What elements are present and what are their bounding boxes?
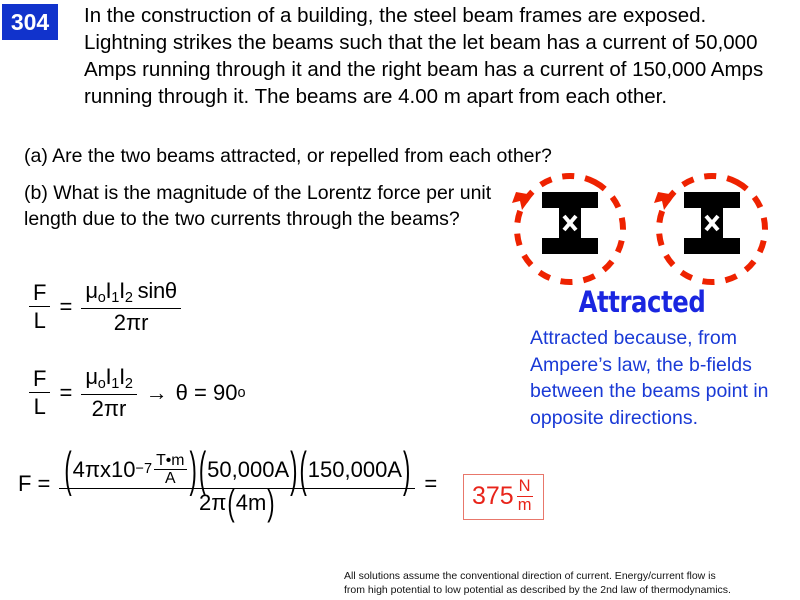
eq2-rhs-denominator: 2πr xyxy=(91,395,127,421)
equation-3 xyxy=(18,441,443,524)
final-answer-box xyxy=(463,474,544,520)
eq3-paren-left-2: ( xyxy=(198,441,207,498)
equation-1 xyxy=(26,278,184,335)
eq3-paren-right-4: ) xyxy=(267,481,275,524)
eq2-mu-sub: o xyxy=(97,376,106,393)
eq1-i2: I xyxy=(119,278,125,303)
eq1-lhs-denominator: L xyxy=(33,308,46,334)
footer-disclaimer xyxy=(344,570,796,597)
eq3-mu0-unit-denominator: A xyxy=(165,470,176,488)
eq1-sin-theta: sinθ xyxy=(137,278,177,303)
eq2-lhs-numerator: F xyxy=(29,366,50,393)
eq1-mu-sub: o xyxy=(97,290,106,307)
left-field-arrow-icon xyxy=(512,192,533,210)
eq1-rhs-numerator xyxy=(81,278,181,309)
eq3-equals-1: = xyxy=(37,470,51,496)
eq2-lhs-fraction xyxy=(29,366,50,420)
eq1-i1: I xyxy=(105,278,112,303)
eq1-rhs-fraction xyxy=(81,278,181,335)
problem-number-badge: 304 xyxy=(2,4,58,40)
eq3-paren-right-1: ) xyxy=(189,441,197,498)
eq3-numerator xyxy=(59,441,415,498)
eq1-i1-sub: 1 xyxy=(111,290,120,307)
eq3-permeability-term xyxy=(63,441,198,498)
eq2-arrow-icon: → xyxy=(145,379,168,405)
eq2-equals: = xyxy=(59,379,73,405)
eq3-mu0-units xyxy=(154,452,186,487)
left-beam-group xyxy=(498,172,641,292)
eq3-equals-2: = xyxy=(424,470,438,496)
eq2-degree-symbol: o xyxy=(237,384,246,401)
eq2-i1: I xyxy=(105,364,112,389)
eq3-distance: 4m xyxy=(235,490,267,516)
eq2-i2-sub: 2 xyxy=(124,376,133,393)
eq3-lhs: F xyxy=(18,470,32,496)
eq3-current2-term xyxy=(298,441,411,498)
eq1-mu: μ xyxy=(85,278,98,303)
problem-statement: In the construction of a building, the steel beam frames are exposed. Lightning strikes the beams such that the let beam has a current of 50,000 Amps running through it and the right beam has a current of 150,000 Amps running through it. The beams are 4.00 m apart from each other. xyxy=(84,4,764,108)
footer-line-2: from high potential to low potential as described by the 2nd law of thermodynamics. xyxy=(344,583,731,596)
eq1-lhs-numerator: F xyxy=(29,280,50,307)
explanation-text: Attracted because, from Ampere’s law, the b-fields between the beams point in opposite directions. xyxy=(530,327,769,429)
eq2-mu: μ xyxy=(85,364,98,389)
eq3-paren-left-4: ( xyxy=(227,481,235,524)
eq3-paren-left-3: ( xyxy=(299,441,307,498)
final-answer-unit-denominator: m xyxy=(517,495,532,514)
answer-word-attracted: Attracted xyxy=(578,285,706,319)
eq1-lhs-fraction xyxy=(29,280,50,334)
eq3-distance-term xyxy=(226,481,275,524)
right-field-arrow-icon xyxy=(654,192,675,210)
eq3-current1: 50,000A xyxy=(207,456,290,482)
final-answer-unit-numerator: N xyxy=(518,477,531,495)
eq3-mu0-coeff: 4πx10 xyxy=(72,456,136,482)
eq3-paren-right-2: ) xyxy=(290,441,298,498)
eq2-i2: I xyxy=(119,364,125,389)
eq3-current2: 150,000A xyxy=(307,456,402,482)
eq3-mu0-exponent: −7 xyxy=(135,461,153,478)
eq2-i1-sub: 1 xyxy=(111,376,120,393)
eq2-rhs-fraction xyxy=(81,364,136,421)
question-b: (b) What is the magnitude of the Lorentz force per unit length due to the two currents through the beams? xyxy=(24,182,492,230)
final-answer-value: 375 xyxy=(472,481,514,510)
eq2-lhs-denominator: L xyxy=(33,394,46,420)
eq1-i2-sub: 2 xyxy=(124,290,133,307)
final-answer-units xyxy=(516,478,534,515)
footer-line-1: All solutions assume the conventional direction of current. Energy/current flow is xyxy=(344,570,716,582)
eq1-rhs-denominator: 2πr xyxy=(113,309,149,335)
eq3-current1-term xyxy=(198,441,299,498)
eq1-equals: = xyxy=(59,293,73,319)
eq2-rhs-numerator xyxy=(81,364,136,395)
eq3-paren-left-1: ( xyxy=(64,441,72,498)
right-beam-group xyxy=(640,172,783,292)
beam-field-diagram xyxy=(492,172,800,292)
eq3-two-pi: 2π xyxy=(198,490,227,516)
eq3-mu0-unit-numerator: T•m xyxy=(156,452,185,469)
eq3-main-fraction xyxy=(59,441,415,524)
eq2-theta-statement: θ = 90 xyxy=(175,379,238,405)
eq3-paren-right-3: ) xyxy=(402,441,411,498)
eq3-denominator xyxy=(195,481,280,524)
equation-2 xyxy=(26,364,246,421)
question-a: (a) Are the two beams attracted, or repelled from each other? xyxy=(24,145,552,167)
